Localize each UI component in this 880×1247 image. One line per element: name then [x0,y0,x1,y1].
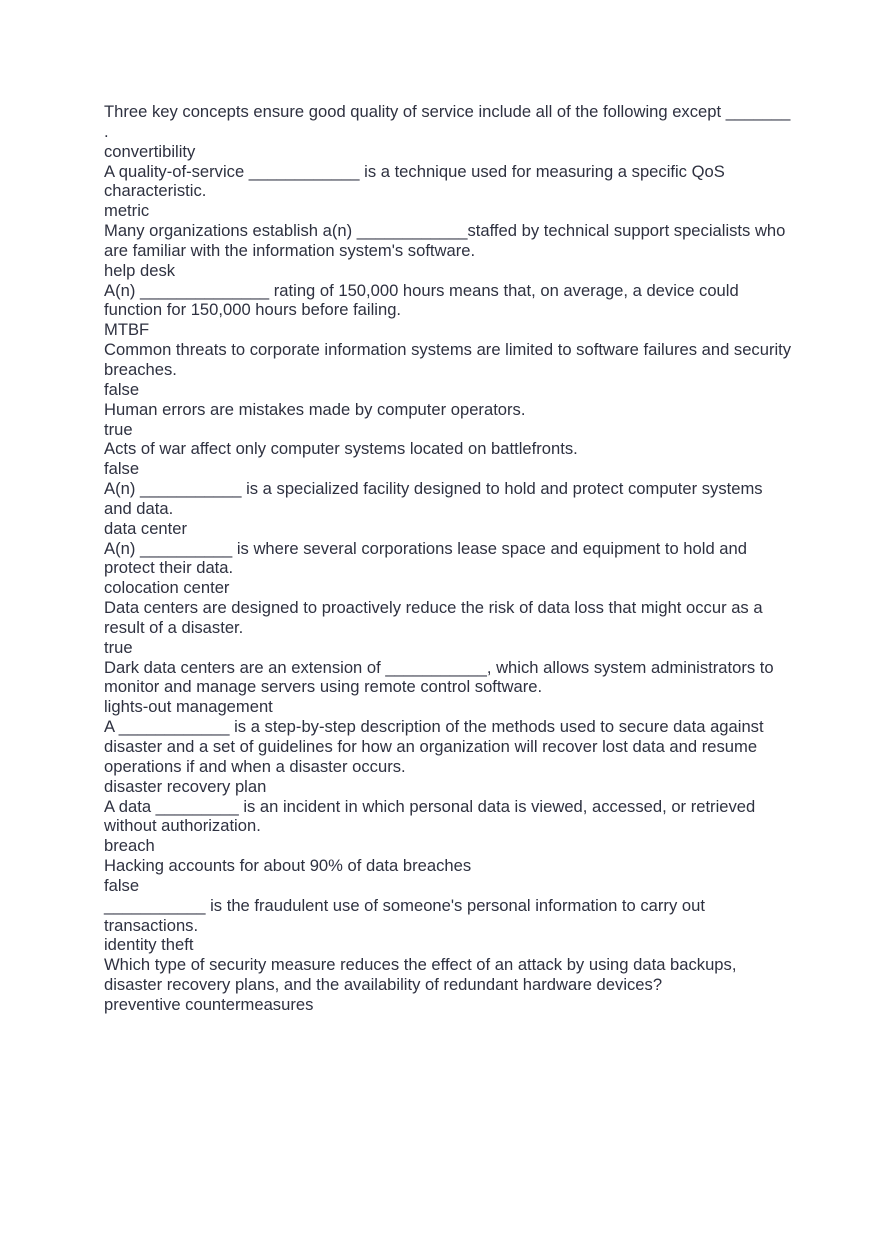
answer-text: convertibility [104,141,196,161]
qa-item [104,162,794,222]
answer-text: disaster recovery plan [104,776,267,796]
answer-text: lights-out management [104,697,273,717]
qa-item [104,797,794,857]
question-text: Which type of security measure reduces the effect of an attack by using data backups, disaster recovery plans, and the availability of redundant hardware devices? [104,955,737,995]
answer-text: data center [104,518,188,538]
answer-text: preventive countermeasures [104,994,314,1014]
answer-text: colocation center [104,578,230,598]
answer-text: MTBF [104,320,150,340]
qa-item [104,856,794,896]
answer-text: false [104,379,140,399]
question-text: Acts of war affect only computer systems located on battlefronts. [104,439,578,459]
question-text: A data _________ is an incident in which personal data is viewed, accessed, or retrieved without authorization. [104,796,756,836]
question-text: A(n) ______________ rating of 150,000 hours means that, on average, a device could function for 150,000 hours before failing. [104,280,739,320]
question-text: A ____________ is a step-by-step description of the methods used to secure data against disaster and a set of guidelines for how an organization will recover lost data and resume operations if and when a disaster occurs. [104,717,764,776]
question-text: Many organizations establish a(n) ____________staffed by technical support specialists who are familiar with the information system's software. [104,221,786,260]
answer-text: false [104,875,140,895]
question-text: A quality-of-service ____________ is a technique used for measuring a specific QoS characteristic. [104,161,725,201]
qa-item [104,102,794,162]
answer-text: breach [104,836,155,856]
question-text: Common threats to corporate information systems are limited to software failures and security breaches. [104,340,792,379]
answer-text: identity theft [104,935,194,955]
answer-text: help desk [104,260,176,280]
question-text: ___________ is the fraudulent use of someone's personal information to carry out transactions. [104,895,705,935]
question-text: Dark data centers are an extension of ___________, which allows system administrators to monitor and manage servers using remote control software. [104,657,774,697]
qa-item [104,598,794,658]
qa-item [104,439,794,479]
question-text: Three key concepts ensure good quality of service include all of the following except _______ . [104,102,791,141]
question-text: A(n) ___________ is a specialized facility designed to hold and protect computer systems and data. [104,479,763,518]
qa-item [104,340,794,400]
answer-text: true [104,419,133,439]
qa-item [104,896,794,956]
question-text: A(n) __________ is where several corporations lease space and equipment to hold and protect their data. [104,538,747,578]
qa-item [104,717,794,796]
document-page [104,102,794,1015]
answer-text: false [104,459,140,479]
question-text: Hacking accounts for about 90% of data breaches [104,856,472,876]
qa-item [104,479,794,539]
question-text: Data centers are designed to proactively reduce the risk of data loss that might occur as a result of a disaster. [104,598,763,637]
qa-item [104,539,794,599]
qa-item [104,221,794,281]
qa-item [104,955,794,1015]
qa-item [104,658,794,718]
answer-text: metric [104,201,150,221]
qa-item [104,400,794,440]
answer-text: true [104,637,133,657]
question-text: Human errors are mistakes made by computer operators. [104,399,526,419]
qa-item [104,281,794,341]
